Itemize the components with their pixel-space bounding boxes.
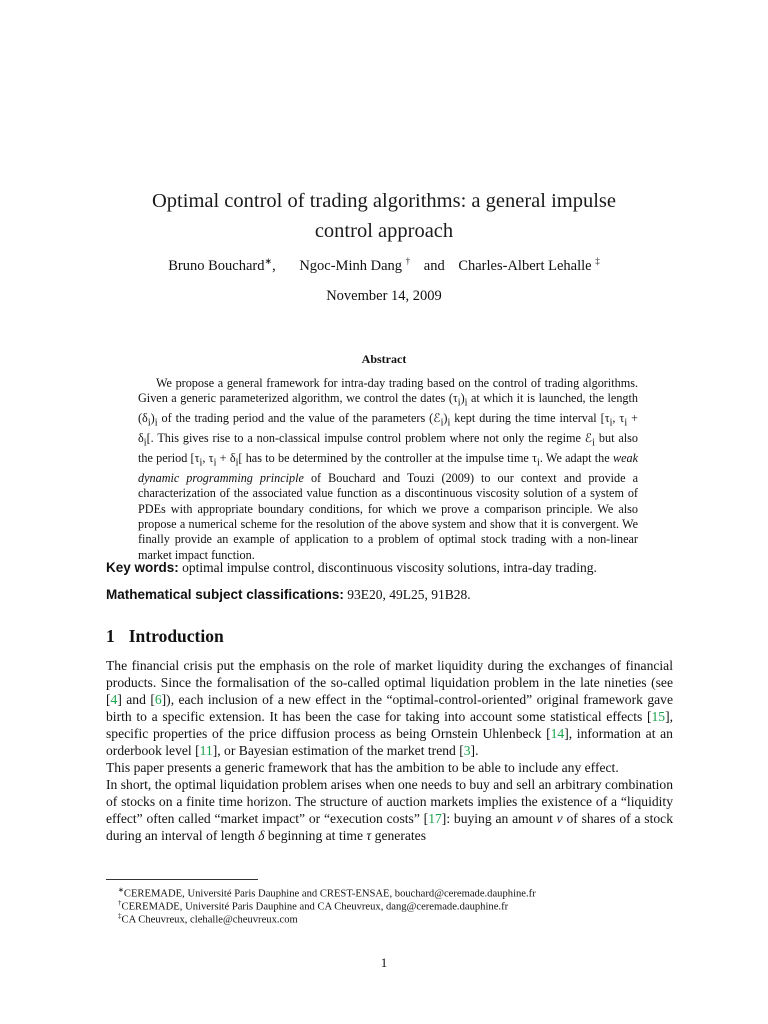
section-number: 1 xyxy=(106,626,115,646)
intro-paragraph-2: This paper presents a generic framework that has the ambition to be able to include any effect. xyxy=(106,760,619,775)
author-mark: ∗ xyxy=(264,256,273,266)
title-line-1: Optimal control of trading algorithms: a general impulse xyxy=(152,190,616,212)
paper-date: November 14, 2009 xyxy=(326,288,442,304)
intro-paragraph-1: The financial crisis put the emphasis on the role of market liquidity during the exchanges of financial products. Since the formalisation of the so-called optimal liquidation problem in the late nineties (see [4] and [6]), each inclusion of a new effect in the “optimal-control-oriented” original framework gave birth to a specific extension. It has been the case for taking into account some statistical effects [15], specific properties of the price diffusion process as being Ornstein Uhlenbeck [14], information at an orderbook level [11], or Bayesian estimation of the market trend [3]. xyxy=(106,658,673,758)
abstract-heading: Abstract xyxy=(361,352,407,366)
title-line-2: control approach xyxy=(314,220,454,242)
subject-classification xyxy=(106,587,666,603)
keywords-label: Key words: xyxy=(106,560,179,575)
author-list: Bruno Bouchard∗, Ngoc-Minh Dang † and Charles-Albert Lehalle ‡ xyxy=(168,256,600,274)
citation-link[interactable]: 14 xyxy=(550,726,565,741)
author-name: Ngoc-Minh Dang xyxy=(299,257,403,274)
msc-text: 93E20, 49L25, 91B28. xyxy=(343,587,471,602)
section-title: Introduction xyxy=(128,626,224,646)
citation-link[interactable]: 4 xyxy=(110,692,118,707)
citation-link[interactable]: 3 xyxy=(463,743,471,758)
abstract-text: We propose a general framework for intra-day trading based on the control of trading algorithms. Given a generic parameterized algorithm, we control the dates $(\tau_i)_i$ at which it is launched, the length $(\delta_i)_i$ of the trading period and the value of the parameters $(ℰ_i)_i$ kept during the time interval [$\tau_i$, $\tau_i + \delta_i$[. This gives rise to a non-classical impulse control problem where not only the regime ℰ$_i$ but also the period [$\tau_i$, $\tau_i + \delta_i$[ has to be determined by the controller at the impulse time $\tau_i$. We adapt the weak dynamic programming principle of Bouchard and Touzi (2009) to our context and provide a characterization of the associated value function as a discontinuous viscosity solution of a system of PDEs with appropriate boundary conditions, for which we prove a comparison principle. We also propose a numerical scheme for the resolution of the above system and show that it is convergent. We finally provide an example of application to a problem of optimal stock trading with a non-linear market impact function. xyxy=(138,376,638,562)
author-mark: ‡ xyxy=(595,256,600,266)
footnote-divider xyxy=(106,879,258,880)
footnote: †CEREMADE, Université Paris Dauphine and CA Cheuvreux, dang@ceremade.dauphine.fr xyxy=(118,899,509,913)
abstract-emphasis: weak dynamic programming principle xyxy=(138,450,638,485)
author-name: Bruno Bouchard xyxy=(168,257,265,274)
intro-body xyxy=(106,657,673,844)
citation-link[interactable]: 17 xyxy=(428,811,442,826)
author-conjunction: and xyxy=(423,257,445,274)
keywords xyxy=(106,560,666,576)
msc-label: Mathematical subject classifications: xyxy=(106,587,344,602)
citation-link[interactable]: 6 xyxy=(154,692,162,707)
footnote: ∗CEREMADE, Université Paris Dauphine and CREST-ENSAE, bouchard@ceremade.dauphine.fr xyxy=(118,886,536,900)
section-heading xyxy=(106,626,224,647)
intro-paragraph-3: In short, the optimal liquidation problem arises when one needs to buy and sell an arbitrary combination of stocks on a finite time horizon. The structure of auction markets implies the existence of a “liquidity effect” often called “market impact” or “execution costs” [17]: buying an amount v of shares of a stock during an interval of length δ beginning at time τ generates xyxy=(106,777,673,843)
footnote: ‡CA Cheuvreux, clehalle@cheuvreux.com xyxy=(118,912,298,926)
citation-link[interactable]: 15 xyxy=(651,709,666,724)
author-mark: † xyxy=(405,256,411,266)
page-number: 1 xyxy=(380,955,388,970)
author-name: Charles-Albert Lehalle xyxy=(458,257,592,274)
keywords-text: optimal impulse control, discontinuous viscosity solutions, intra-day trading. xyxy=(178,560,597,575)
citation-link[interactable]: 11 xyxy=(199,743,213,758)
paper-title xyxy=(100,186,668,246)
